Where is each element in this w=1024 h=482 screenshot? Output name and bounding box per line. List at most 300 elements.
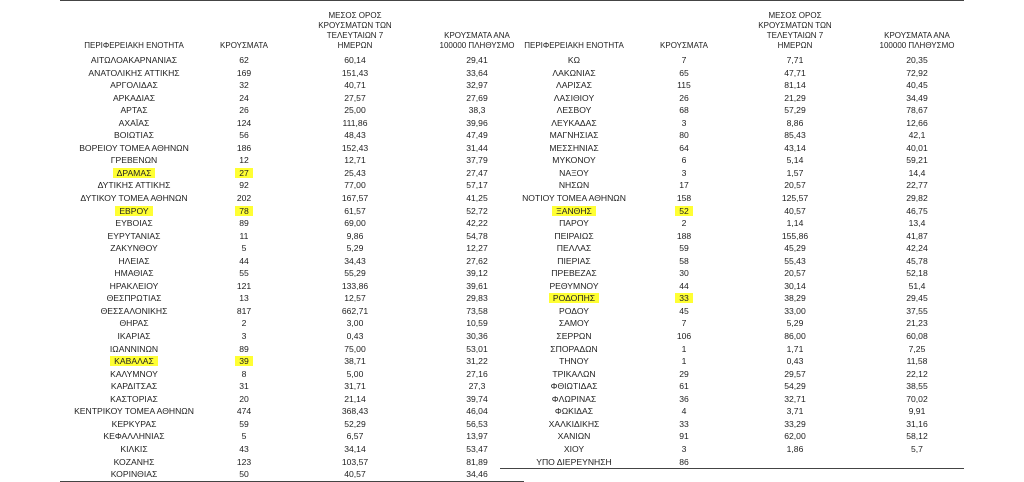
region-cell [60, 92, 208, 105]
cases-cell-text: 32 [239, 80, 249, 91]
cases-cell [208, 405, 280, 418]
region-cell-text: ΚΟΡΙΝΘΙΑΣ [110, 469, 158, 480]
table-row [500, 418, 964, 431]
cases-cell-text: 33 [675, 293, 693, 303]
cases-table-left [60, 0, 524, 482]
avg7-cell-text: 32,71 [784, 393, 806, 404]
region-cell-text: ΚΩ [567, 55, 581, 65]
cases-cell [208, 468, 280, 481]
avg7-cell-text: 34,43 [344, 255, 366, 266]
cases-cell [208, 330, 280, 343]
table-row [60, 205, 524, 218]
cases-cell [648, 142, 720, 155]
region-cell [500, 330, 648, 343]
region-cell [60, 468, 208, 481]
cases-cell [208, 456, 280, 469]
avg7-cell-text: 43,14 [784, 142, 806, 153]
region-cell-text: ΡΕΘΥΜΝΟΥ [549, 280, 599, 291]
cases-cell-text: 2 [681, 218, 687, 229]
region-cell-text: ΦΘΙΩΤΙΔΑΣ [550, 381, 598, 392]
per100k-cell-text: 39,61 [466, 280, 488, 291]
per100k-cell-text: 56,53 [466, 418, 488, 429]
cases-cell-text: 58 [679, 255, 689, 266]
avg7-cell [720, 393, 870, 406]
cases-cell [208, 92, 280, 105]
avg7-cell [720, 280, 870, 293]
avg7-cell [280, 179, 430, 192]
avg7-cell [720, 267, 870, 280]
cases-cell [208, 154, 280, 167]
region-cell-text: ΑΝΑΤΟΛΙΚΗΣ ΑΤΤΙΚΗΣ [88, 67, 180, 78]
avg7-cell-text: 30,14 [784, 280, 806, 291]
region-cell [500, 179, 648, 192]
cases-cell [648, 54, 720, 67]
avg7-cell [280, 92, 430, 105]
avg7-cell [280, 117, 430, 130]
per100k-cell-text: 27,47 [466, 167, 488, 178]
avg7-cell [280, 456, 430, 469]
table-row [500, 230, 964, 243]
cases-cell [648, 343, 720, 356]
table-row [500, 242, 964, 255]
cases-cell [648, 380, 720, 393]
cases-cell-text: 65 [679, 67, 689, 78]
cases-cell-text: 106 [676, 331, 692, 342]
cases-cell [208, 255, 280, 268]
table-row [500, 380, 964, 393]
per100k-cell-text: 22,77 [906, 180, 928, 191]
table-row [60, 330, 524, 343]
avg7-cell-text: 40,57 [784, 205, 806, 216]
avg7-cell [720, 430, 870, 443]
cases-cell-text: 474 [236, 406, 252, 417]
region-cell [60, 456, 208, 469]
table-row [60, 192, 524, 205]
region-cell-text: ΜΕΣΣΗΝΙΑΣ [549, 142, 599, 153]
per100k-cell-text: 46,04 [466, 406, 488, 417]
table-row [500, 343, 964, 356]
table-row [500, 368, 964, 381]
cases-cell-text: 6 [681, 155, 687, 166]
cases-cell [208, 104, 280, 117]
region-cell-text: ΡΟΔΟΠΗΣ [549, 293, 599, 303]
avg7-cell [280, 393, 430, 406]
avg7-cell [280, 104, 430, 117]
per100k-cell-text: 54,78 [466, 230, 488, 241]
cases-cell [208, 217, 280, 230]
cases-cell [648, 230, 720, 243]
avg7-cell-text: 151,43 [341, 67, 369, 78]
table-row [60, 54, 524, 67]
per100k-cell-text: 29,41 [466, 55, 488, 65]
region-cell-text: ΔΥΤΙΚΗΣ ΑΤΤΙΚΗΣ [97, 180, 171, 191]
region-cell-text: ΡΟΔΟΥ [559, 305, 589, 316]
avg7-cell [720, 129, 870, 142]
region-cell [500, 355, 648, 368]
table-row [60, 104, 524, 117]
avg7-cell-text: 5,14 [786, 155, 804, 166]
per100k-cell [870, 54, 964, 67]
region-cell [500, 267, 648, 280]
table-row [60, 443, 524, 456]
per100k-cell-text: 72,92 [906, 67, 928, 78]
avg7-cell [720, 242, 870, 255]
per100k-cell-text: 11,58 [906, 356, 928, 367]
cases-cell-text: 12 [239, 155, 249, 166]
table-row [60, 129, 524, 142]
per100k-cell [870, 192, 964, 205]
per100k-cell-text: 40,01 [906, 142, 928, 153]
region-cell [60, 205, 208, 218]
table-row [60, 405, 524, 418]
per100k-cell [430, 468, 524, 481]
avg7-cell-text: 34,14 [344, 443, 366, 454]
region-cell-text: ΑΡΓΟΛΙΔΑΣ [110, 80, 158, 91]
per100k-cell [870, 230, 964, 243]
header-7day-average: ΜΕΣΟΣ ΟΡΟΣ ΚΡΟΥΣΜΑΤΩΝ ΤΩΝ ΤΕΛΕΥΤΑΙΩΝ 7 ΗΜΕΡΩΝ [758, 11, 832, 50]
cases-cell [208, 292, 280, 305]
avg7-cell-text: 125,57 [781, 193, 809, 204]
cases-cell-text: 62 [239, 55, 249, 65]
per100k-cell-text: 41,25 [466, 193, 488, 204]
header-region: ΠΕΡΙΦΕΡΕΙΑΚΗ ΕΝΟΤΗΤΑ [524, 41, 624, 50]
avg7-cell [720, 117, 870, 130]
cases-cell [648, 292, 720, 305]
cases-cell [208, 205, 280, 218]
region-cell [60, 267, 208, 280]
region-cell [500, 192, 648, 205]
avg7-cell-text: 52,29 [344, 418, 366, 429]
cases-cell [648, 393, 720, 406]
avg7-cell [720, 418, 870, 431]
avg7-cell [720, 217, 870, 230]
cases-cell [648, 117, 720, 130]
region-cell [60, 280, 208, 293]
avg7-cell-text: 103,57 [341, 456, 369, 467]
region-cell [60, 343, 208, 356]
region-cell [500, 54, 648, 67]
region-cell-text: ΗΜΑΘΙΑΣ [114, 268, 154, 279]
cases-cell [208, 368, 280, 381]
table-row [60, 255, 524, 268]
avg7-cell-text: 25,43 [344, 167, 366, 178]
avg7-cell-text: 1,14 [786, 218, 804, 229]
avg7-cell-text: 8,86 [786, 117, 804, 128]
per100k-cell-text: 39,74 [466, 393, 488, 404]
region-cell [500, 92, 648, 105]
cases-cell-text: 44 [239, 255, 249, 266]
per100k-cell-text: 37,79 [466, 155, 488, 166]
avg7-cell-text: 1,86 [786, 443, 804, 454]
per100k-cell-text: 51,4 [908, 280, 926, 291]
cases-cell [648, 255, 720, 268]
region-cell [500, 129, 648, 142]
table-row [500, 317, 964, 330]
region-cell-text: ΚΕΡΚΥΡΑΣ [111, 418, 157, 429]
per100k-cell-text: 42,24 [906, 243, 928, 254]
region-cell-text: ΣΑΜΟΥ [558, 318, 590, 329]
cases-cell-text: 89 [239, 218, 249, 229]
region-cell [60, 305, 208, 318]
region-cell-text: ΦΛΩΡΙΝΑΣ [551, 393, 597, 404]
avg7-cell [280, 292, 430, 305]
region-cell [60, 129, 208, 142]
table-row [500, 192, 964, 205]
table-row [500, 267, 964, 280]
cases-cell-text: 78 [235, 206, 253, 216]
region-cell [60, 179, 208, 192]
avg7-cell-text: 1,71 [786, 343, 804, 354]
avg7-cell-text: 47,71 [784, 67, 806, 78]
avg7-cell [720, 305, 870, 318]
region-cell-text: ΛΕΥΚΑΔΑΣ [551, 117, 597, 128]
per100k-cell [870, 79, 964, 92]
per100k-cell-text: 57,17 [466, 180, 488, 191]
per100k-cell [870, 330, 964, 343]
per100k-cell [870, 267, 964, 280]
header-per-100k: ΚΡΟΥΣΜΑΤΑ ΑΝΑ 100000 ΠΛΗΘΥΣΜΟ [879, 31, 955, 50]
per100k-cell [870, 179, 964, 192]
per100k-cell-text: 39,96 [466, 117, 488, 128]
avg7-cell [720, 368, 870, 381]
region-cell-text: ΧΙΟΥ [563, 443, 585, 454]
avg7-cell-text: 0,43 [786, 356, 804, 367]
per100k-cell-text: 31,16 [906, 418, 928, 429]
cases-cell [648, 104, 720, 117]
avg7-cell-text: 27,57 [344, 92, 366, 103]
cases-table-right [500, 0, 964, 469]
per100k-cell-text: 27,16 [466, 368, 488, 379]
avg7-cell-text: 54,29 [784, 381, 806, 392]
table-row [500, 129, 964, 142]
avg7-cell [720, 167, 870, 180]
cases-cell [208, 67, 280, 80]
avg7-cell [720, 67, 870, 80]
per100k-cell-text: 41,87 [906, 230, 928, 241]
per100k-cell-text: 29,82 [906, 193, 928, 204]
region-cell-text: ΝΑΞΟΥ [559, 167, 589, 178]
per100k-cell [870, 280, 964, 293]
table-row [500, 292, 964, 305]
cases-cell [648, 456, 720, 469]
avg7-cell-text: 368,43 [341, 406, 369, 417]
region-cell [500, 230, 648, 243]
region-cell-text: ΞΑΝΘΗΣ [552, 206, 596, 216]
region-cell-text: ΚΟΖΑΝΗΣ [113, 456, 155, 467]
table-row [500, 104, 964, 117]
region-cell [500, 142, 648, 155]
cases-cell-text: 24 [239, 92, 249, 103]
table-row [60, 267, 524, 280]
region-cell-text: ΘΕΣΠΡΩΤΙΑΣ [106, 293, 162, 304]
table-row [500, 456, 964, 469]
per100k-cell [870, 142, 964, 155]
avg7-cell [280, 405, 430, 418]
cases-cell [648, 405, 720, 418]
per100k-cell-text: 31,44 [466, 142, 488, 153]
cases-cell-text: 17 [679, 180, 689, 191]
per100k-cell-text: 38,55 [906, 381, 928, 392]
table-row [60, 393, 524, 406]
cases-cell [648, 179, 720, 192]
table-row [60, 456, 524, 469]
cases-cell [648, 330, 720, 343]
region-cell [60, 393, 208, 406]
avg7-cell-text: 111,86 [342, 117, 368, 128]
cases-cell [648, 280, 720, 293]
cases-cell [208, 443, 280, 456]
region-cell-text: ΙΚΑΡΙΑΣ [117, 331, 151, 342]
avg7-cell [280, 380, 430, 393]
avg7-cell [720, 192, 870, 205]
region-cell [60, 292, 208, 305]
cases-cell-text: 43 [239, 443, 249, 454]
cases-cell-text: 61 [679, 381, 689, 392]
cases-cell [208, 430, 280, 443]
per100k-cell-text: 27,62 [466, 255, 488, 266]
cases-cell [648, 167, 720, 180]
region-cell-text: ΜΥΚΟΝΟΥ [552, 155, 596, 166]
region-cell-text: ΥΠΟ ΔΙΕΡΕΥΝΗΣΗ [536, 456, 612, 467]
per100k-cell [870, 305, 964, 318]
region-cell-text: ΣΠΟΡΑΔΩΝ [550, 343, 598, 354]
region-cell [60, 54, 208, 67]
cases-cell-text: 89 [239, 343, 249, 354]
avg7-cell-text: 0,43 [346, 331, 364, 342]
region-cell-text: ΚΑΣΤΟΡΙΑΣ [110, 393, 158, 404]
per100k-cell [870, 405, 964, 418]
cases-cell [648, 368, 720, 381]
per100k-cell-text: 13,4 [908, 218, 926, 229]
avg7-cell [720, 79, 870, 92]
per100k-cell-text: 39,12 [466, 268, 488, 279]
region-cell-text: ΚΕΝΤΡΙΚΟΥ ΤΟΜΕΑ ΑΘΗΝΩΝ [74, 406, 194, 417]
avg7-cell-text: 1,57 [786, 167, 804, 178]
region-cell-text: ΕΥΒΟΙΑΣ [115, 218, 153, 229]
per100k-cell [870, 242, 964, 255]
region-cell-text: ΦΩΚΙΔΑΣ [554, 406, 594, 417]
per100k-cell-text: 34,46 [466, 469, 488, 480]
region-cell [60, 142, 208, 155]
avg7-cell [720, 230, 870, 243]
avg7-cell [280, 230, 430, 243]
cases-cell-text: 115 [677, 80, 691, 91]
avg7-cell [280, 305, 430, 318]
avg7-cell-text: 45,29 [784, 243, 806, 254]
avg7-cell [720, 92, 870, 105]
region-cell [500, 104, 648, 117]
avg7-cell-text: 40,71 [344, 80, 366, 91]
cases-cell [648, 154, 720, 167]
table-row [60, 368, 524, 381]
cases-cell-text: 123 [236, 456, 252, 467]
region-cell-text: ΚΕΦΑΛΛΗΝΙΑΣ [103, 431, 165, 442]
region-cell [60, 117, 208, 130]
avg7-cell-text: 7,71 [786, 55, 804, 65]
cases-cell-text: 20 [239, 393, 249, 404]
avg7-cell-text: 3,00 [346, 318, 364, 329]
avg7-cell-text: 662,71 [341, 305, 369, 316]
region-cell [500, 405, 648, 418]
region-cell [500, 154, 648, 167]
region-cell [500, 167, 648, 180]
cases-cell [648, 192, 720, 205]
table-row [60, 179, 524, 192]
avg7-cell [280, 79, 430, 92]
cases-cell-text: 158 [676, 193, 692, 204]
avg7-cell [720, 179, 870, 192]
region-cell-text: ΗΡΑΚΛΕΙΟΥ [109, 280, 159, 291]
cases-cell [208, 393, 280, 406]
per100k-cell [870, 117, 964, 130]
cases-cell [208, 317, 280, 330]
table-row [500, 92, 964, 105]
region-cell-text: ΛΑΣΙΘΙΟΥ [553, 92, 595, 103]
region-cell-text: ΛΑΡΙΣΑΣ [556, 80, 592, 91]
header-7day-average: ΜΕΣΟΣ ΟΡΟΣ ΚΡΟΥΣΜΑΤΩΝ ΤΩΝ ΤΕΛΕΥΤΑΙΩΝ 7 ΗΜΕΡΩΝ [318, 11, 392, 50]
region-cell [500, 292, 648, 305]
cases-cell [208, 79, 280, 92]
table-row [500, 305, 964, 318]
region-cell-text: ΜΑΓΝΗΣΙΑΣ [549, 130, 599, 141]
region-cell [500, 317, 648, 330]
table-row [60, 117, 524, 130]
avg7-cell-text: 12,57 [344, 293, 366, 304]
table-row [60, 380, 524, 393]
avg7-cell [280, 267, 430, 280]
avg7-cell [280, 167, 430, 180]
region-cell [500, 305, 648, 318]
region-cell-text: ΒΟΡΕΙΟΥ ΤΟΜΕΑ ΑΘΗΝΩΝ [79, 142, 189, 153]
avg7-cell-text: 152,43 [341, 142, 369, 153]
region-cell [60, 405, 208, 418]
cases-cell [208, 305, 280, 318]
per100k-cell [870, 430, 964, 443]
region-cell-text: ΘΕΣΣΑΛΟΝΙΚΗΣ [100, 305, 168, 316]
avg7-cell-text: 38,29 [784, 293, 806, 304]
region-cell [60, 255, 208, 268]
per100k-cell-text: 46,75 [906, 205, 928, 216]
avg7-cell [720, 205, 870, 218]
cases-cell [648, 67, 720, 80]
per100k-cell-text: 73,58 [466, 305, 488, 316]
cases-cell-text: 29 [679, 368, 689, 379]
cases-cell-text: 11 [239, 230, 249, 241]
cases-cell [208, 192, 280, 205]
table-row [60, 217, 524, 230]
cases-cell-text: 44 [679, 280, 689, 291]
per100k-cell-text: 5,7 [911, 443, 923, 454]
avg7-cell-text: 21,29 [784, 92, 806, 103]
table-row [60, 142, 524, 155]
cases-cell [208, 167, 280, 180]
per100k-cell-text: 52,18 [906, 268, 928, 279]
cases-cell [208, 142, 280, 155]
cases-cell-text: 169 [236, 67, 252, 78]
cases-cell-text: 55 [239, 268, 249, 279]
cases-cell-text: 124 [236, 117, 252, 128]
avg7-cell [720, 405, 870, 418]
region-cell-text: ΝΟΤΙΟΥ ΤΟΜΕΑ ΑΘΗΝΩΝ [522, 193, 626, 204]
per100k-cell [870, 355, 964, 368]
avg7-cell [280, 154, 430, 167]
avg7-cell [280, 217, 430, 230]
avg7-cell [280, 280, 430, 293]
region-cell [60, 104, 208, 117]
cases-cell [208, 54, 280, 67]
avg7-cell [720, 292, 870, 305]
cases-cell-text: 4 [681, 406, 687, 417]
